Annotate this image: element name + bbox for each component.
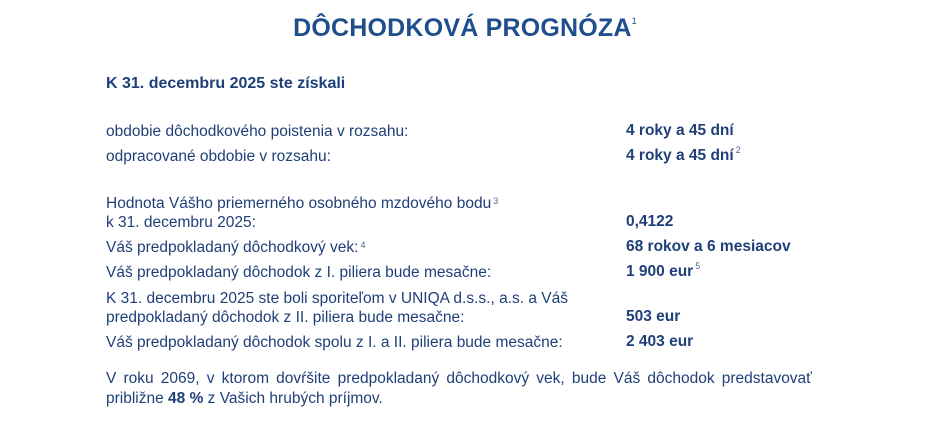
footer-text-before: V roku 2069, v ktorom dovŕšite predpokladaný dôchodkový vek, bude Váš dôchodok predstavovať približne <box>106 370 812 407</box>
retirement-age-label-text: Váš predpokladaný dôchodkový vek: <box>106 239 359 256</box>
pillar2-pension-value: 503 eur <box>626 308 681 325</box>
retirement-age-footnote-marker: 4 <box>360 240 366 250</box>
pillar1-pension-label: Váš predpokladaný dôchodok z I. piliera bude mesačne: <box>106 264 492 281</box>
retirement-age-label <box>106 238 365 257</box>
page-title <box>0 14 930 43</box>
title-footnote-marker: 1 <box>631 16 637 26</box>
wage-point-value: 0,4122 <box>626 213 674 230</box>
pillar2-pension-label-line1: K 31. decembru 2025 ste boli sporiteľom v UNIQA d.s.s., a.s. a Váš <box>106 290 568 307</box>
wage-point-label <box>106 194 498 232</box>
retirement-age-value: 68 rokov a 6 mesiacov <box>626 238 791 255</box>
pillar1-pension-value: 1 900 eur <box>626 263 694 280</box>
replacement-rate-note <box>106 369 812 408</box>
pillar2-pension-label-line2: predpokladaný dôchodok z II. piliera bude mesačne: <box>106 309 465 326</box>
total-pension-label: Váš predpokladaný dôchodok spolu z I. a II. piliera bude mesačne: <box>106 334 563 351</box>
section-heading: K 31. decembru 2025 ste získali <box>106 75 346 92</box>
insurance-period-value: 4 roky a 45 dní <box>626 122 734 139</box>
wage-point-footnote-marker: 3 <box>493 196 499 206</box>
replacement-rate-value: 48 % <box>168 389 204 407</box>
worked-period-footnote-marker: 2 <box>735 145 741 155</box>
title-text: DÔCHODKOVÁ PROGNÓZA <box>293 14 632 42</box>
total-pension-value: 2 403 eur <box>626 333 694 350</box>
insurance-period-label: obdobie dôchodkového poistenia v rozsahu: <box>106 123 409 140</box>
wage-point-label-line2: k 31. decembru 2025: <box>106 214 256 231</box>
pillar1-pension-value-wrap <box>626 263 700 281</box>
wage-point-label-line1: Hodnota Vášho priemerného osobného mzdového bodu <box>106 195 492 212</box>
pillar2-pension-label <box>106 289 568 327</box>
worked-period-value-wrap <box>626 147 741 165</box>
footer-text-after: z Vašich hrubých príjmov. <box>203 389 383 407</box>
worked-period-value: 4 roky a 45 dní <box>626 147 734 164</box>
worked-period-label: odpracované obdobie v rozsahu: <box>106 148 331 165</box>
pillar1-footnote-marker: 5 <box>695 261 701 271</box>
